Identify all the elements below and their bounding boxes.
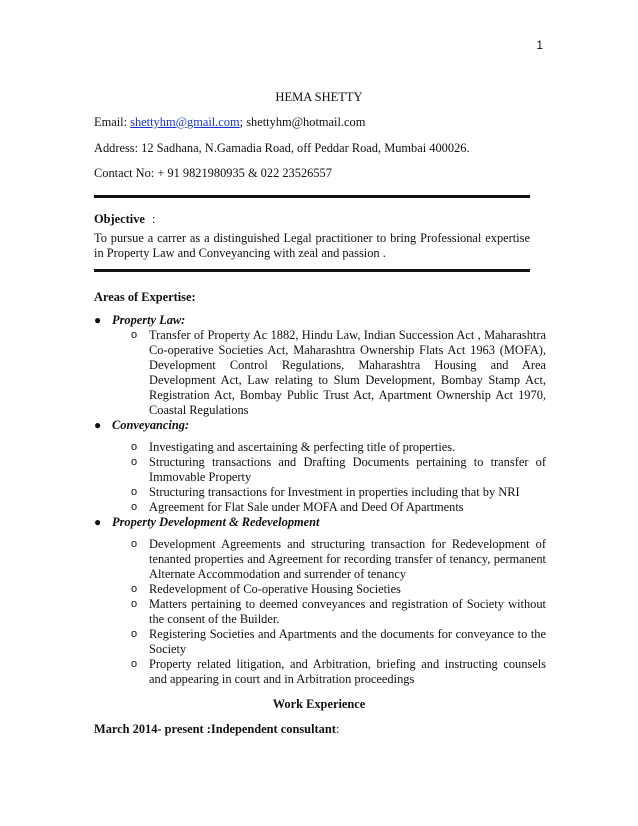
section-title: Conveyancing:	[112, 418, 190, 432]
section-title: Property Development & Redevelopment	[112, 515, 320, 529]
hollow-bullet-icon: o	[131, 441, 138, 453]
email-line	[94, 115, 365, 130]
list-item	[131, 582, 546, 597]
list-item	[131, 485, 546, 500]
list-item-text: Redevelopment of Co-operative Housing Societies	[149, 582, 401, 596]
hollow-bullet-icon: o	[131, 501, 138, 513]
hollow-bullet-icon: o	[131, 658, 138, 670]
list-item-text: Matters pertaining to deemed conveyances and registration of Society without the consent of the Builder.	[149, 597, 546, 626]
bullet-icon: ●	[94, 313, 102, 327]
contact-number-line: Contact No: + 91 9821980935 & 022 23526557	[94, 166, 332, 180]
hollow-bullet-icon: o	[131, 486, 138, 498]
page-number: 1	[536, 38, 543, 52]
email-secondary: shettyhm@hotmail.com	[246, 115, 366, 129]
expertise-section-property-law	[94, 313, 544, 328]
bullet-icon: ●	[94, 418, 102, 432]
horizontal-rule	[94, 269, 530, 272]
list-item-text: Registering Societies and Apartments and the documents for conveyance to the Society	[149, 627, 546, 656]
email-label: Email:	[94, 115, 128, 129]
hollow-bullet-icon: o	[131, 456, 138, 468]
work-entry-title: March 2014- present :Independent consultant	[94, 722, 336, 736]
expertise-section-redevelopment	[94, 515, 544, 530]
email-separator: ;	[239, 115, 244, 129]
list-item	[131, 328, 546, 418]
list-item	[131, 455, 546, 485]
hollow-bullet-icon: o	[131, 598, 138, 610]
list-item	[131, 597, 546, 627]
list-item-text: Agreement for Flat Sale under MOFA and Deed Of Apartments	[149, 500, 464, 514]
list-item-text: Investigating and ascertaining & perfecting title of properties.	[149, 440, 456, 454]
list-item-text: Structuring transactions for Investment in properties including that by NRI	[149, 485, 520, 499]
list-item-text: Transfer of Property Ac 1882, Hindu Law, Indian Succession Act , Maharashtra Co-operative Societies Act, Maharashtra Ownership Flats Act 1963 (MOFA), Development Control Regulations, Maharashtra Housing and Area Development Act, Law relating to Slum Development, Bombay Stamp Act, Registration Act, Bombay Public Trust Act, Apartment Ownership Act 1970, Coastal Regulations	[149, 328, 546, 417]
list-item	[131, 500, 546, 515]
list-item-text: Property related litigation, and Arbitration, briefing and instructing counsels and appearing in court and in Arbitration proceedings	[149, 657, 546, 686]
horizontal-rule	[94, 195, 530, 198]
objective-text: To pursue a carrer as a distinguished Legal practitioner to bring Professional expertise in Property Law and Conveyancing with zeal and passion .	[94, 231, 530, 260]
list-item	[131, 627, 546, 657]
email-primary-link[interactable]: shettyhm@gmail.com	[130, 115, 240, 129]
list-item-text: Structuring transactions and Drafting Documents pertaining to transfer of Immovable Property	[149, 455, 546, 484]
hollow-bullet-icon: o	[131, 628, 138, 640]
objective-label: Objective	[94, 212, 145, 226]
section-title: Property Law:	[112, 313, 186, 327]
objective-heading	[94, 212, 155, 227]
expertise-section-conveyancing	[94, 418, 544, 433]
hollow-bullet-icon: o	[131, 538, 138, 550]
expertise-heading: Areas of Expertise:	[94, 290, 196, 304]
bullet-icon: ●	[94, 515, 102, 529]
hollow-bullet-icon: o	[131, 583, 138, 595]
work-entry	[94, 722, 339, 737]
address-line: Address: 12 Sadhana, N.Gamadia Road, off Peddar Road, Mumbai 400026.	[94, 141, 470, 155]
list-item	[131, 657, 546, 687]
objective-colon: :	[152, 212, 156, 226]
list-item	[131, 440, 546, 455]
list-item-text: Development Agreements and structuring transaction for Redevelopment of tenanted properties and Agreement for recording transfer of tenancy, permanent Alternate Accommodation and surrender of tenancy	[149, 537, 546, 581]
hollow-bullet-icon: o	[131, 329, 138, 341]
work-experience-heading: Work Experience	[272, 697, 366, 711]
list-item	[131, 537, 546, 582]
work-entry-colon: :	[335, 722, 340, 736]
resume-name: HEMA SHETTY	[275, 90, 363, 104]
